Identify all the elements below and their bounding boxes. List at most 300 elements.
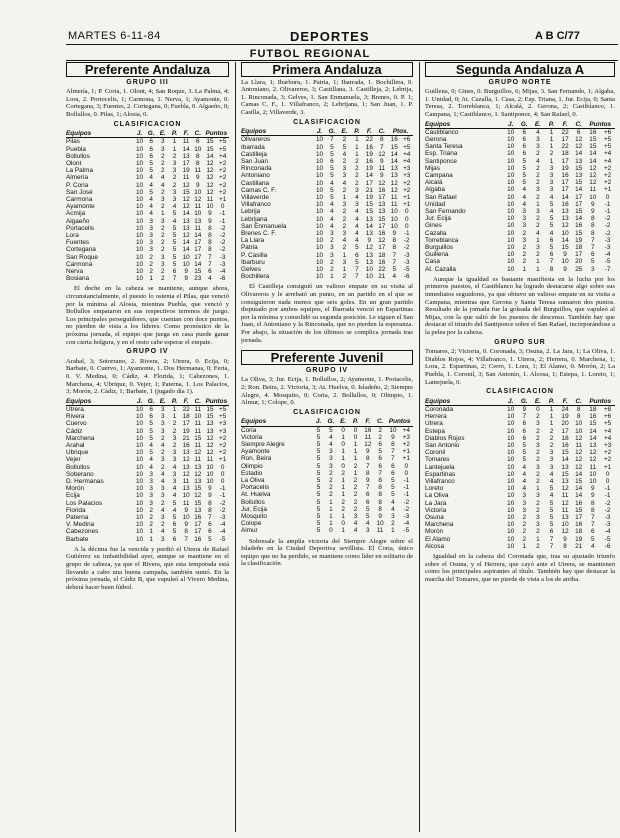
stat-cell: 8 xyxy=(378,505,382,513)
team-name: Ibarrada xyxy=(241,143,265,151)
stat-cell: 3 xyxy=(161,427,165,435)
column-header: Puntos xyxy=(585,121,615,129)
stat-cell: 0 xyxy=(605,470,610,478)
table-row xyxy=(425,165,615,172)
stat-cell: 0 xyxy=(220,203,225,211)
stat-cell: 16 xyxy=(182,441,190,449)
team-name: Colope xyxy=(241,520,262,528)
stat-cell: 20 xyxy=(575,258,583,266)
table-row xyxy=(241,463,413,470)
stat-cell: 12 xyxy=(194,195,202,203)
stat-cell: +2 xyxy=(403,179,411,187)
stat-cell: 6 xyxy=(391,469,395,477)
table-row xyxy=(66,138,229,146)
stat-cell: -2 xyxy=(219,499,226,507)
team-name: Morón xyxy=(425,528,444,536)
stat-cell: 10 xyxy=(390,215,398,223)
table-row xyxy=(241,180,413,187)
stat-cell: 2 xyxy=(549,434,554,442)
stat-cell: -6 xyxy=(604,542,611,550)
stat-cell: 1 xyxy=(341,476,345,484)
stat-cell: 8 xyxy=(591,506,595,514)
stat-cell: -2 xyxy=(403,505,410,513)
stat-cell: 10 xyxy=(507,135,515,143)
column-header: Equipos xyxy=(425,398,504,406)
stat-cell: 12 xyxy=(206,434,214,442)
table-row xyxy=(425,158,615,165)
team-name: Algaba xyxy=(425,186,445,194)
stat-cell: 21 xyxy=(182,434,190,442)
table-row xyxy=(425,435,615,442)
team-name: Campana xyxy=(425,171,453,179)
stat-cell: 12 xyxy=(589,456,597,464)
stat-cell: 5 xyxy=(172,253,177,261)
stat-cell: 3 xyxy=(522,215,527,223)
stat-cell: -4 xyxy=(403,520,410,528)
juvenil-standings xyxy=(241,418,413,534)
stat-cell: 4 xyxy=(161,470,165,478)
stat-cell: 5 xyxy=(149,434,153,442)
stat-cell: 10 xyxy=(135,239,144,247)
stat-cell: 6 xyxy=(366,491,370,499)
stat-cell: 11 xyxy=(206,195,214,203)
stat-cell: 13 xyxy=(365,215,373,223)
stat-cell: 25 xyxy=(575,265,583,273)
stat-cell: 3 xyxy=(161,535,165,543)
team-name: Paterna xyxy=(66,513,89,521)
stat-cell: 3 xyxy=(342,165,347,173)
stat-cell: +2 xyxy=(603,171,612,179)
table-row xyxy=(66,478,229,485)
stat-cell: 12 xyxy=(575,456,583,464)
team-name: P. Casilla xyxy=(241,251,268,259)
stat-cell: -1 xyxy=(604,485,611,493)
stat-cell: 10 xyxy=(135,195,144,203)
stat-cell: 18 xyxy=(182,413,190,421)
stat-cell: 1 xyxy=(355,150,359,158)
stat-cell: -1 xyxy=(219,217,226,225)
table-row xyxy=(66,536,229,543)
stat-cell: 7 xyxy=(591,244,595,252)
stat-cell: 1 xyxy=(341,484,345,492)
stat-cell: 14 xyxy=(206,152,214,160)
stat-cell: 6 xyxy=(522,150,527,158)
team-name: Espartinas xyxy=(425,470,456,478)
stat-cell: 5 xyxy=(549,513,554,521)
stat-cell: 4 xyxy=(536,157,540,165)
team-name: D. Hermanas xyxy=(66,477,104,485)
stat-cell: 7 xyxy=(208,513,212,521)
team-name: San Roque xyxy=(66,253,98,261)
stat-cell: +3 xyxy=(403,172,411,180)
stat-cell: 7 xyxy=(591,236,595,244)
stat-cell: 5 xyxy=(208,535,212,543)
table-row xyxy=(425,244,615,251)
stat-cell: +1 xyxy=(603,186,612,194)
stat-cell: 3 xyxy=(522,222,527,230)
column-header: J. xyxy=(504,398,518,406)
stat-cell: 12 xyxy=(561,499,569,507)
stat-cell: 10 xyxy=(389,426,397,434)
stat-cell: 10 xyxy=(507,251,515,259)
stat-cell: 5 xyxy=(522,449,527,457)
stat-cell: 9 xyxy=(184,521,188,529)
stat-cell: 9 xyxy=(208,217,212,225)
stat-cell: 14 xyxy=(194,232,202,239)
stat-cell: 3 xyxy=(549,456,554,464)
team-name: Arahal xyxy=(66,441,85,449)
stat-cell: 4 xyxy=(149,195,153,203)
stat-cell: 13 xyxy=(561,215,569,223)
stat-cell: 0 xyxy=(341,426,345,434)
stat-cell: 3 xyxy=(536,135,540,143)
stat-cell: +1 xyxy=(402,455,410,463)
column-header: Puntos xyxy=(585,398,615,406)
stat-cell: 5 xyxy=(316,505,321,513)
column-header: Puntos xyxy=(205,130,228,138)
team-name: Puebla xyxy=(66,145,86,153)
stat-cell: 7 xyxy=(591,521,595,529)
table-row xyxy=(241,499,413,506)
grupo-norte-commentary: Aunque la igualdad es bastante manifiesta en la lucha por los primeros puestos, el Castiblanco ha logrado destacarse algo sobre sus inmediatos seguidores, ya que obtuvo un valioso empate en su visita a Campana, mientras que Gerona y Santa Teresa sumaron dos puntos. Resultado de la jornada fue la goleada del Burguillos, que vapuleó al Mijas, con la que salió de los puestos de descenso. También hay que destacar el triunfo del Santiponce sobre el San Rafael, incorporándose a la pelea por la cabeza. xyxy=(425,275,615,336)
team-name: Guillena xyxy=(425,251,449,259)
stat-cell: 10 xyxy=(507,542,515,550)
stat-cell: 10 xyxy=(507,413,515,421)
stat-cell: 3 xyxy=(172,477,177,485)
stat-cell: 15 xyxy=(194,434,202,442)
stat-cell: +5 xyxy=(218,138,227,146)
column-header: C. xyxy=(192,130,204,138)
stat-cell: 4 xyxy=(355,222,359,230)
team-name: San Rafael xyxy=(425,193,457,201)
stat-cell: 13 xyxy=(390,165,398,173)
column-header: Equipos xyxy=(241,418,312,426)
stat-cell: 6 xyxy=(149,413,153,421)
stat-cell: 4 xyxy=(161,441,165,449)
stat-cell: 3 xyxy=(522,506,527,514)
stat-cell: 15 xyxy=(378,215,386,223)
team-name: El Alamo xyxy=(425,535,451,543)
stat-cell: 2 xyxy=(161,275,165,283)
stat-cell: 5 xyxy=(392,266,396,274)
grupo-norte-title: GRUPO NORTE xyxy=(488,78,552,86)
stat-cell: 10 xyxy=(561,521,569,529)
stat-cell: 10 xyxy=(507,477,515,485)
stat-cell: 1 xyxy=(341,448,345,456)
stat-cell: +1 xyxy=(403,193,411,201)
column-header: C. xyxy=(572,398,586,406)
stat-cell: 6 xyxy=(330,157,334,165)
stat-cell: 2 xyxy=(172,174,177,182)
grupo-sur-results: Tomares, 2; Victoria, 0. Coronada, 3; Osuna, 2. La Jara, 1; La Oliva, 1. Diablos Rojos, 4; Villafranco, 1. Utrera, 2; Herrera, 0. Marchena, 1; Lora, 2. Espartinas, 2; Cerro, 1. Lora, 1; El Alamo, 0. Morón, 2; La Puebla, 1. Coronil, 3; San Antonio, 1. Alcosa, 1; Estepa, 1. Loreto, 1; Lantejuela, 0. xyxy=(425,348,615,386)
table-row xyxy=(241,151,413,158)
team-name: At. Huelva xyxy=(241,491,271,499)
stat-cell: 8 xyxy=(378,476,382,484)
stat-cell: 1 xyxy=(161,210,165,218)
stat-cell: 4 xyxy=(392,273,396,281)
table-row xyxy=(425,215,615,222)
preferente-juvenil-title: Preferente Juvenil xyxy=(241,350,413,365)
stat-cell: 5 xyxy=(316,462,321,470)
stat-cell: 14 xyxy=(365,172,373,180)
team-name: Ubrique xyxy=(66,449,89,457)
stat-cell: 4 xyxy=(329,440,333,448)
stat-cell: 4 xyxy=(391,498,395,506)
stat-cell: 10 xyxy=(507,236,515,244)
team-name: Herrera xyxy=(425,413,447,421)
stat-cell: 15 xyxy=(206,145,214,153)
team-name: Soberano xyxy=(66,470,94,478)
stat-cell: 6 xyxy=(208,521,212,529)
stat-cell: 3 xyxy=(329,455,333,463)
stat-cell: 15 xyxy=(575,179,583,187)
stat-cell: -3 xyxy=(604,513,611,521)
stat-cell: -1 xyxy=(604,208,611,215)
table-row xyxy=(66,507,229,514)
column-header: J. xyxy=(313,128,325,136)
stat-cell: 18 xyxy=(575,244,583,252)
stat-cell: 2 xyxy=(353,484,358,492)
column-header: E. xyxy=(531,121,545,129)
table-row xyxy=(66,218,229,225)
column-header: P. xyxy=(545,398,559,406)
stat-cell: 8 xyxy=(378,498,382,506)
stat-cell: 10 xyxy=(507,463,515,471)
stat-cell: 10 xyxy=(135,152,144,160)
stat-cell: 2 xyxy=(522,258,527,266)
stat-cell: 10 xyxy=(507,200,515,208)
stat-cell: 13 xyxy=(182,463,190,471)
stat-cell: 2 xyxy=(353,476,358,484)
stat-cell: 8 xyxy=(208,232,212,239)
stat-cell: 6 xyxy=(549,251,554,259)
stat-cell: 5 xyxy=(549,485,554,493)
stat-cell: 17 xyxy=(194,521,202,529)
stat-cell: 8 xyxy=(378,491,382,499)
stat-cell: 0 xyxy=(404,469,409,477)
stat-cell: 8 xyxy=(208,239,212,247)
stat-cell: 10 xyxy=(315,201,324,209)
column-header: C. xyxy=(374,418,386,426)
stat-cell: 6 xyxy=(378,440,382,448)
stat-cell: 7 xyxy=(549,258,554,266)
stat-cell: 0 xyxy=(404,222,409,230)
table-row xyxy=(425,128,615,136)
stat-cell: +4 xyxy=(603,150,612,158)
column-header: C. xyxy=(376,128,388,136)
stat-cell: 5 xyxy=(316,527,321,535)
stat-cell: 6 xyxy=(355,251,359,259)
stat-cell: 1 xyxy=(536,200,540,208)
stat-cell: 3 xyxy=(161,492,165,500)
column-header: P. xyxy=(169,130,181,138)
team-name: Rivera xyxy=(66,413,85,421)
stat-cell: 5 xyxy=(330,143,334,151)
stat-cell: 15 xyxy=(206,405,214,413)
stat-cell: 1 xyxy=(536,535,540,543)
stat-cell: 15 xyxy=(390,143,398,151)
stat-cell: 10 xyxy=(135,224,144,232)
stat-cell: 14 xyxy=(390,157,398,165)
stat-cell: 8 xyxy=(366,469,370,477)
table-row xyxy=(66,514,229,521)
table-row xyxy=(66,153,229,160)
stat-cell: 1 xyxy=(329,498,333,506)
stat-cell: 17 xyxy=(575,200,583,208)
stat-cell: 12 xyxy=(561,528,569,536)
stat-cell: 8 xyxy=(392,244,396,252)
stat-cell: 3 xyxy=(161,513,165,521)
stat-cell: 2 xyxy=(536,150,540,158)
stat-cell: 8 xyxy=(208,506,212,514)
stat-cell: 10 xyxy=(135,463,144,471)
stat-cell: 10 xyxy=(315,273,324,281)
stat-cell: 2 xyxy=(522,535,527,543)
stat-cell: 8 xyxy=(196,159,200,167)
stat-cell: 3 xyxy=(522,492,527,500)
stat-cell: -3 xyxy=(219,260,226,268)
stat-cell: 9 xyxy=(196,181,200,189)
stat-cell: 4 xyxy=(536,229,540,237)
stat-cell: 1 xyxy=(342,266,347,274)
stat-cell: +4 xyxy=(403,157,411,165)
stat-cell: 18 xyxy=(561,150,569,158)
stat-cell: 1 xyxy=(172,413,177,421)
stat-cell: 1 xyxy=(341,512,345,520)
stat-cell: 15 xyxy=(561,244,569,252)
stat-cell: 10 xyxy=(561,258,569,266)
stat-cell: 3 xyxy=(172,188,177,196)
stat-cell: 11 xyxy=(364,433,372,441)
stat-cell: 22 xyxy=(182,405,190,413)
stat-cell: 5 xyxy=(316,469,321,477)
stat-cell: 10 xyxy=(135,477,144,485)
stat-cell: 13 xyxy=(182,152,190,160)
stat-cell: 12 xyxy=(182,470,190,478)
team-name: Cádiz xyxy=(66,427,83,435)
stat-cell: 6 xyxy=(391,462,395,470)
stat-cell: 2 xyxy=(329,484,333,492)
team-name: Bollullos xyxy=(66,463,90,471)
stat-cell: 12 xyxy=(364,440,372,448)
stat-cell: 15 xyxy=(365,201,373,209)
stat-cell: 12 xyxy=(575,449,583,457)
table-row xyxy=(425,136,615,143)
stat-cell: 0 xyxy=(353,426,358,434)
stat-cell: 3 xyxy=(149,217,153,225)
stat-cell: 2 xyxy=(342,186,347,194)
stat-cell: 1 xyxy=(536,265,540,273)
grupo-sur-class-title: CLASIFICACION xyxy=(486,388,554,396)
stat-cell: 10 xyxy=(507,441,515,449)
team-name: Patria xyxy=(241,244,258,252)
table-row xyxy=(241,208,413,215)
stat-cell: 5 xyxy=(149,420,153,428)
stat-cell: 2 xyxy=(161,521,165,529)
team-name: Lebrija xyxy=(241,208,261,216)
stat-cell: 13 xyxy=(194,506,202,514)
stat-cell: 5 xyxy=(378,448,382,456)
stat-cell: -5 xyxy=(604,535,611,543)
stat-cell: 16 xyxy=(194,513,202,521)
stat-cell: 5 xyxy=(316,455,321,463)
stat-cell: 2 xyxy=(353,505,358,513)
stat-cell: 5 xyxy=(172,210,177,218)
stat-cell: 17 xyxy=(182,159,190,167)
stat-cell: 2 xyxy=(172,181,177,189)
column-header: P. xyxy=(545,121,559,129)
stat-cell: 2 xyxy=(353,498,358,506)
stat-cell: 9 xyxy=(184,268,188,276)
stat-cell: +4 xyxy=(402,426,410,434)
stat-cell: 3 xyxy=(342,201,347,209)
stat-cell: -2 xyxy=(604,215,611,223)
stat-cell: 19 xyxy=(365,150,373,158)
team-name: Marchena xyxy=(66,434,95,442)
stat-cell: 2 xyxy=(355,165,359,173)
stat-cell: 11 xyxy=(561,492,569,500)
stat-cell: 2 xyxy=(536,528,540,536)
table-row xyxy=(66,435,229,442)
stat-cell: 2 xyxy=(536,477,540,485)
stat-cell: 15 xyxy=(589,420,597,428)
column-divider xyxy=(235,62,236,832)
stat-cell: 20 xyxy=(561,420,569,428)
stat-cell: 10 xyxy=(135,260,144,268)
stat-cell: 3 xyxy=(149,224,153,232)
stat-cell: -1 xyxy=(219,492,226,500)
team-name: Olont xyxy=(66,159,82,167)
table-row xyxy=(66,528,229,535)
column-header: F. xyxy=(180,130,192,138)
stat-cell: 10 xyxy=(507,470,515,478)
stat-cell: -3 xyxy=(604,236,611,244)
stat-cell: 5 xyxy=(330,186,334,194)
stat-cell: 7 xyxy=(366,484,370,492)
stat-cell: 10 xyxy=(507,128,515,136)
stat-cell: 8 xyxy=(549,265,554,273)
stat-cell: 4 xyxy=(366,520,370,528)
stat-cell: +2 xyxy=(402,440,410,448)
stat-cell: 10 xyxy=(135,232,144,239)
stat-cell: 10 xyxy=(315,193,324,201)
stat-cell: 12 xyxy=(206,181,214,189)
stat-cell: 10 xyxy=(507,215,515,223)
table-row xyxy=(425,222,615,229)
stat-cell: 0 xyxy=(404,215,409,223)
stat-cell: 4 xyxy=(161,528,165,536)
stat-cell: 1 xyxy=(172,405,177,413)
stat-cell: 3 xyxy=(161,413,165,421)
stat-cell: 1 xyxy=(536,485,540,493)
stat-cell: 7 xyxy=(184,535,188,543)
stat-cell: +5 xyxy=(218,145,227,153)
stat-cell: 2 xyxy=(161,449,165,457)
column-divider xyxy=(419,62,420,832)
stat-cell: 12 xyxy=(182,181,190,189)
column-header: F. xyxy=(558,398,572,406)
stat-cell: 5 xyxy=(330,193,334,201)
stat-cell: 12 xyxy=(182,195,190,203)
team-name: Torreblanca xyxy=(425,236,459,244)
stat-cell: 0 xyxy=(341,462,345,470)
stat-cell: 10 xyxy=(589,477,597,485)
stat-cell: +1 xyxy=(218,456,227,464)
stat-cell: +3 xyxy=(402,433,410,441)
stat-cell: 19 xyxy=(575,535,583,543)
stat-cell: 16 xyxy=(365,143,373,151)
stat-cell: 10 xyxy=(507,143,515,151)
